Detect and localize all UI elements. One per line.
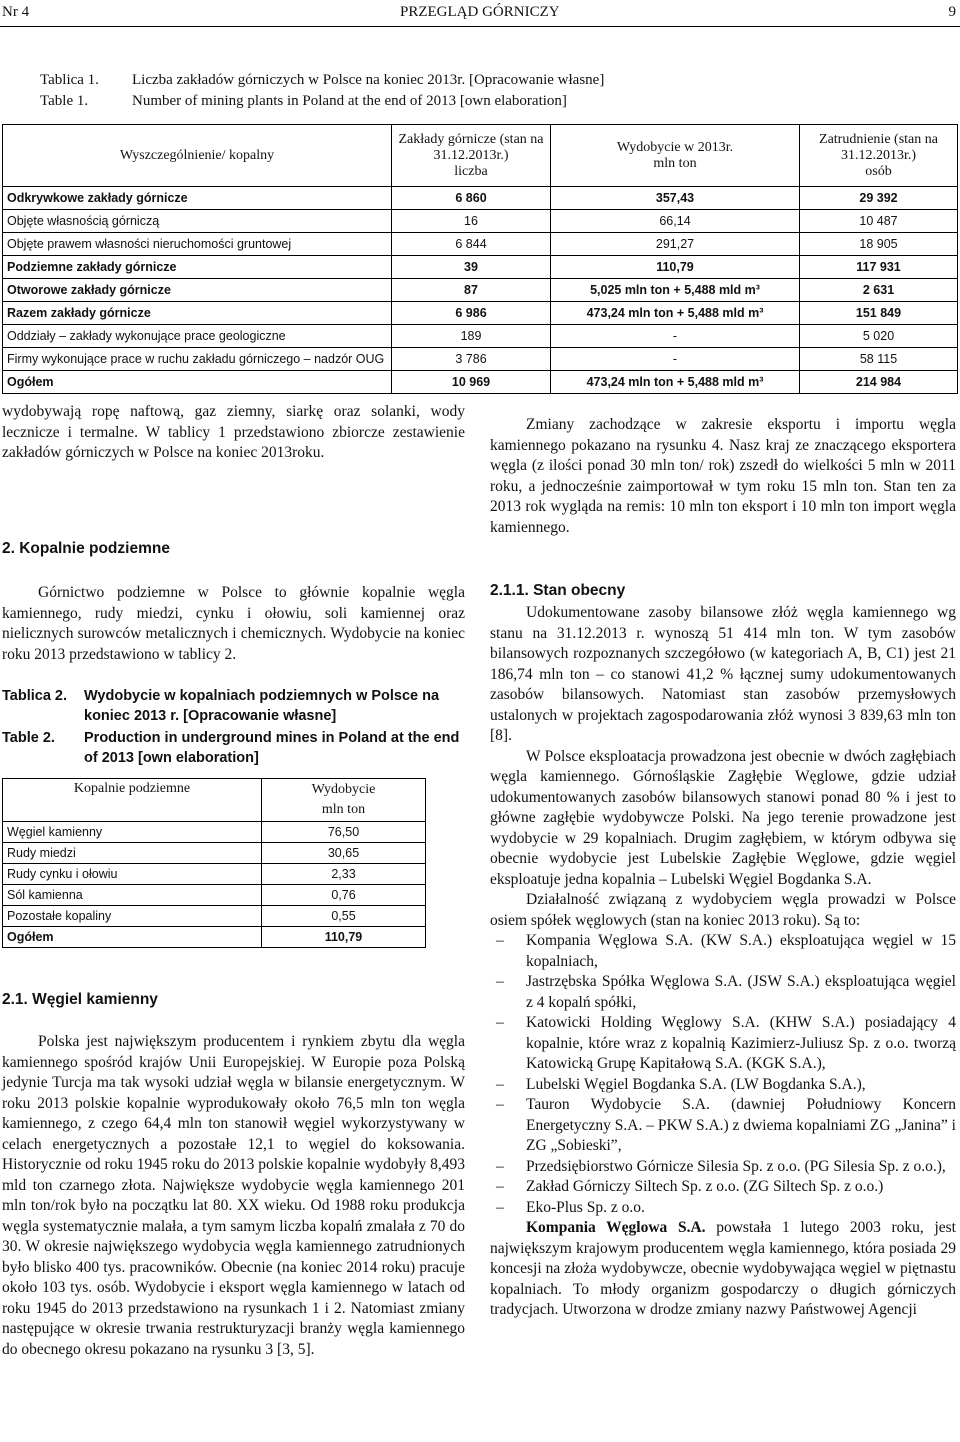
table2-cell-label: Węgiel kamienny [3, 822, 262, 843]
t1-col-item: Wyszczególnienie/ kopalny [3, 125, 392, 187]
table2 [2, 778, 426, 948]
company-list-item: – Jastrzębska Spółka Węglowa S.A. (JSW S.A.) eksploatująca węgiel z 4 kopalń spółki, [490, 972, 956, 1013]
company-list-item: – Eko-Plus Sp. z o.o. [490, 1198, 956, 1219]
left-paragraph-2-wrap [2, 583, 465, 665]
table1-cell-label: Objęte własnością górniczą [3, 210, 392, 233]
table1-cell-employment: 117 931 [800, 256, 958, 279]
company-list-item: – Przedsiębiorstwo Górnicze Silesia Sp. z o.o. (PG Silesia Sp. z o.o.), [490, 1157, 956, 1178]
table1-row [3, 233, 958, 256]
company-list-item: – Zakład Górniczy Siltech Sp. z o.o. (ZG Siltech Sp. z o.o.) [490, 1177, 956, 1198]
table2-cell-value: 0,55 [262, 906, 426, 927]
table2-cell-value: 76,50 [262, 822, 426, 843]
table2-row [3, 906, 426, 927]
section-heading-kopalnie: 2. Kopalnie podziemne [2, 540, 170, 557]
table1-caption-pl: Tablica 1. Liczba zakładów górniczych w Polsce na koniec 2013r. [Opracowanie własne] [40, 72, 605, 88]
table1-cell-output: 66,14 [551, 210, 800, 233]
company-list [490, 931, 956, 1218]
right-paragraph-2: Udokumentowane zasoby bilansowe złóż węgla kamiennego wg stanu na 31.12.2013 r. wynoszą 51 414 mln ton. W tym zasobów bilansowych rozpoznanych szczegółowo (w kategoriach A, B, C1) jest 21 186,74 mln ton – co stanowi 41,2 % łącznej sumy udokumentowanych zasobów bilansowych. Natomiast stan zasobów przemysłowych ustalonych w projektach zagospodarowania złóż wynosi 3 839,63 mln ton [8]. [490, 604, 956, 744]
table2-cell-value: 30,65 [262, 843, 426, 864]
table1-cell-plants: 10 969 [392, 371, 551, 394]
table1-cell-label: Ogółem [3, 371, 392, 394]
section-heading-wegiel: 2.1. Węgiel kamienny [2, 991, 158, 1008]
table1 [2, 124, 958, 394]
table2-header-row [3, 779, 426, 822]
issue-number: Nr 4 [2, 4, 30, 20]
table1-row [3, 187, 958, 210]
journal-title: PRZEGLĄD GÓRNICZY [400, 4, 560, 20]
table1-cell-employment: 2 631 [800, 279, 958, 302]
table2-cell-label: Sól kamienna [3, 885, 262, 906]
right-paragraph-5: Kompania Węglowa S.A. powstała 1 lutego 2003 roku, jest największym krajowym producentem węgla kamiennego, która posiada 29 koncesji na złoża wydobywcze, obecnie wydobywająca węgiel w piętnastu kopalniach. To młody organizm gospodarczy o długich górniczych tradycjach. Utworzona w drodze zmiany nazwy Państwowej Agencji [490, 1219, 956, 1318]
right-paragraph-1: Zmiany zachodzące w zakresie eksportu i importu węgla kamiennego pokazano na rysunku 4. Nasz kraj ze znaczącego eksportera węgla (z ilości ponad 30 mln ton/ rok) zszedł do wielkości 5 mln w 2011 roku, a jednocześnie zaimportował w tym roku 15 mln ton. Stan ten za 2013 rok wygląda na remis: 10 mln ton eksport i 10 mln ton import węgla kamiennego. [490, 416, 956, 536]
table1-cell-label: Odkrywkowe zakłady górnicze [3, 187, 392, 210]
table1-cell-plants: 6 844 [392, 233, 551, 256]
table2-cell-label: Rudy miedzi [3, 843, 262, 864]
table1-cell-employment: 10 487 [800, 210, 958, 233]
left-paragraph-3-wrap [2, 1032, 465, 1360]
header-rule [0, 26, 960, 27]
table2-cell-label: Rudy cynku i ołowiu [3, 864, 262, 885]
table1-cell-label: Objęte prawem własności nieruchomości gruntowej [3, 233, 392, 256]
table2-cell-value: 0,76 [262, 885, 426, 906]
t1-col-output: Wydobycie w 2013r. mln ton [551, 125, 800, 187]
running-header [0, 0, 960, 24]
company-list-item: – Tauron Wydobycie S.A. (dawniej Południowy Koncern Energetyczny S.A. – PKW S.A.) z dwiema kopalniami ZG „Janina” i ZG „Sobieski”, [490, 1095, 956, 1157]
table1-row [3, 210, 958, 233]
table2-row [3, 822, 426, 843]
table1-cell-plants: 87 [392, 279, 551, 302]
table1-cell-label: Oddziały – zakłady wykonujące prace geologiczne [3, 325, 392, 348]
table1-cell-plants: 6 860 [392, 187, 551, 210]
table1-header-row [3, 125, 958, 187]
table1-cell-plants: 6 986 [392, 302, 551, 325]
table2-caption: Tablica 2. Wydobycie w kopalniach podziemnych w Polsce na koniec 2013 r. [Opracowanie własne] Table 2. Production in underground mines in Poland at the end of 2013 [own elaboration] [2, 688, 460, 766]
company-list-item: – Kompania Węglowa S.A. (KW S.A.) eksploatująca węgiel w 15 kopalniach, [490, 931, 956, 972]
table1-cell-plants: 189 [392, 325, 551, 348]
table1-cell-employment: 214 984 [800, 371, 958, 394]
table1-cell-output: 473,24 mln ton + 5,488 mld m³ [551, 302, 800, 325]
table2-cell-value: 110,79 [262, 927, 426, 948]
right-paragraph-3: W Polsce eksploatacja prowadzona jest obecnie w dwóch zagłębiach węgla kamiennego. Górnośląskie Zagłębie Węglowe, gdzie udział udokumentowanych zasobów bilansowych stanowi ponad 80 % i jest to główne zagłębie wydobywcze Polski. Na jego terenie prowadzone jest wydobycie w 29 kopalniach. Drugim zagłębiem, w którym odbywa się obecnie wydobycie jest Lubelskie Zagłębie Węglowe, gdzie węgiel eksploatuje jedna kopalnia – Lubelski Węgiel Bogdanka S.A. [490, 747, 956, 888]
table1-cell-label: Firmy wykonujące prace w ruchu zakładu górniczego – nadzór OUG [3, 348, 392, 371]
table2-row [3, 843, 426, 864]
table2-row [3, 864, 426, 885]
table2-cell-value: 2,33 [262, 864, 426, 885]
table1-cell-output: 5,025 mln ton + 5,488 mld m³ [551, 279, 800, 302]
table1-row [3, 371, 958, 394]
table1-cell-label: Otworowe zakłady górnicze [3, 279, 392, 302]
table1-cell-output: 473,24 mln ton + 5,488 mld m³ [551, 371, 800, 394]
table2-row [3, 885, 426, 906]
table1-cell-employment: 29 392 [800, 187, 958, 210]
table2-cell-label: Pozostałe kopaliny [3, 906, 262, 927]
table1-caption-en: Table 1. Number of mining plants in Poland at the end of 2013 [own elaboration] [40, 93, 567, 109]
t2-col-mine: Kopalnie podziemne [3, 779, 262, 822]
left-paragraph-2: Górnictwo podziemne w Polsce to głównie kopalnie węgla kamiennego, rudy miedzi, cynku i ołowiu, soli kamiennej oraz nielicznych surowców metalicznych i chemicznych. Wydobycie na koniec roku 2013 przedstawiono w tablicy 2. [2, 584, 465, 663]
table1-row [3, 279, 958, 302]
t1-col-employment: Zatrudnienie (stan na 31.12.2013r.) osób [800, 125, 958, 187]
table1-cell-label: Podziemne zakłady górnicze [3, 256, 392, 279]
right-column [490, 415, 956, 538]
table1-cell-plants: 16 [392, 210, 551, 233]
left-paragraph-3: Polska jest największym producentem i rynkiem zbytu dla węgla kamiennego spośród krajów Unii Europejskiej. W Europie poza Polską jedynie Turcja ma tak wysoki udział węgla w bilansie energetycznym. W roku 2013 polskie kopalnie wyprodukowały około 76,5 mln ton węgla kamiennego, z czego 64,4 mln ton stanowił węgiel wykorzystywany w celach energetycznych a pozostałe 12,1 to węgiel do koksowania. Historycznie od roku 1945 roku do 2013 polskie kopalnie wydobyły 8,493 mld ton czarnego złota. Największe wydobycie węgla kamiennego 201 mln ton/rok było na początku lat 80. XX wieku. Od 1988 roku produkcja węgla systematycznie malała, a tym samym liczba kopalń zmalała z 70 do 30. W okresie największego wydobycia węgla kamiennego zatrudnionych było blisko 400 tys. pracowników. Obecnie (na koniec 2014 roku) pracuje około 103 tys. osób. Wydobycie i eksport węgla kamiennego w latach od roku 1945 do 2013 przedstawiono na rysunkach 1 i 2. Natomiast zmiany następujące w okresie trwania restrukturyzacji branży węgla kamiennego do obecnego okresu pokazano na rysunku 3 [3, 5]. [2, 1033, 465, 1358]
table1-row [3, 256, 958, 279]
company-list-item: – Katowicki Holding Węglowy S.A. (KHW S.A.) posiadający 4 kopalnie, które wraz z kopalnią Kazimierz-Juliusz Sp. z o.o. tworzą Katowicką Grupę Kapitałową S.A. (KGK S.A.), [490, 1013, 956, 1075]
table1-cell-output: 110,79 [551, 256, 800, 279]
page-number: 9 [948, 4, 956, 20]
table1-cell-employment: 5 020 [800, 325, 958, 348]
company-list-item: – Lubelski Węgiel Bogdanka S.A. (LW Bogdanka S.A.), [490, 1075, 956, 1096]
right-body [490, 603, 956, 1321]
left-column [2, 402, 465, 464]
right-paragraph-4: Działalność związaną z wydobyciem węgla prowadzi w Polsce osiem spółek węglowych (stan na koniec 2013 roku). Są to: [490, 891, 956, 929]
table1-cell-employment: 18 905 [800, 233, 958, 256]
table1-cell-label: Razem zakłady górnicze [3, 302, 392, 325]
left-paragraph-1: wydobywają ropę naftową, gaz ziemny, siarkę oraz solanki, wody lecznicze i termalne. W tablicy 1 przedstawiono zbiorcze zestawienie zakładów górniczych w Polsce na koniec 2013roku. [2, 403, 465, 461]
table1-row [3, 325, 958, 348]
table1-cell-output: - [551, 325, 800, 348]
table1-cell-output: 291,27 [551, 233, 800, 256]
table1-row [3, 302, 958, 325]
table1-row [3, 348, 958, 371]
table2-cell-label: Ogółem [3, 927, 262, 948]
table1-cell-output: - [551, 348, 800, 371]
t1-col-plants: Zakłady górnicze (stan na 31.12.2013r.) liczba [392, 125, 551, 187]
t2-col-output: Wydobycie mln ton [262, 779, 426, 822]
table1-cell-plants: 39 [392, 256, 551, 279]
table1-cell-employment: 151 849 [800, 302, 958, 325]
table1-cell-output: 357,43 [551, 187, 800, 210]
table2-row [3, 927, 426, 948]
table1-cell-plants: 3 786 [392, 348, 551, 371]
table1-cell-employment: 58 115 [800, 348, 958, 371]
section-heading-stan: 2.1.1. Stan obecny [490, 582, 626, 599]
